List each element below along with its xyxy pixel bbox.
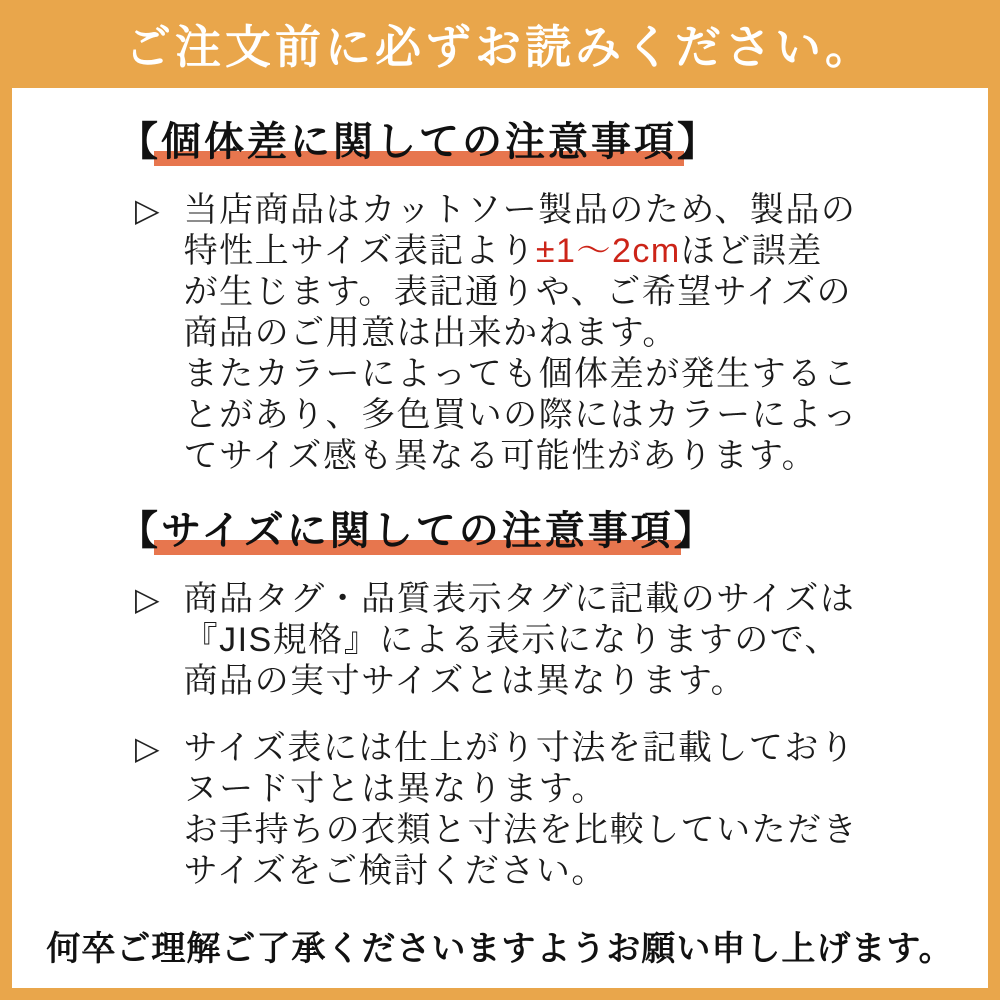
notice2-bullet1-text — [184, 579, 856, 702]
text-line: てサイズ感も異なる可能性があります。 — [183, 437, 818, 475]
red-emphasis-size-tolerance: ±1〜2cm — [535, 232, 681, 270]
text-line: が生じます。表記通りや、ご希望サイズの — [183, 273, 852, 311]
top-banner — [0, 0, 1000, 88]
text-line — [184, 231, 859, 272]
text-line: 商品の実寸サイズとは異なります。 — [183, 662, 747, 700]
notice1-bullet1 — [135, 190, 928, 477]
triangle-bullet-icon: ▷ — [135, 191, 160, 229]
top-banner-title: ご注文前に必ずお読みください。 — [125, 21, 875, 73]
text-line: 商品のご用意は出来かねます。 — [183, 314, 678, 352]
text-line: お手持ちの衣類と寸法を比較していただき — [183, 811, 859, 849]
notice2-bullet2-text — [184, 728, 859, 892]
text-line: 当店商品はカットソー製品のため、製品の — [183, 191, 857, 229]
notice1-bullet1-text — [184, 190, 859, 477]
notice2-bullet1 — [135, 579, 928, 702]
triangle-bullet-icon: ▷ — [135, 729, 160, 767]
footer-request-text: 何卒ご理解ご了承くださいますようお願い申し上げます。 — [46, 930, 954, 968]
heading-text: 【個体差に関しての注意事項】 — [118, 120, 720, 164]
text-line: サイズ表には仕上がり寸法を記載しており — [183, 729, 856, 767]
section-individual-difference-heading — [118, 118, 720, 166]
section-size-heading — [118, 507, 717, 555]
text-line: とがあり、多色買いの際にはカラーによっ — [183, 396, 859, 434]
line-segment: 特性上サイズ表記より — [183, 232, 536, 270]
triangle-bullet-icon: ▷ — [135, 580, 160, 618]
text-line: またカラーによっても個体差が発生するこ — [183, 355, 859, 393]
notice2-bullet2 — [135, 728, 928, 892]
text-line: 商品タグ・品質表示タグに記載のサイズは — [183, 580, 856, 618]
notice-content — [12, 88, 988, 988]
text-line: サイズをご検討ください。 — [183, 852, 607, 890]
text-line: 『JIS規格』による表示になりますので、 — [183, 621, 841, 659]
heading-text: 【サイズに関しての注意事項】 — [118, 509, 717, 553]
line-segment: ほど誤差 — [680, 232, 823, 270]
text-line: ヌード寸とは異なります。 — [183, 770, 607, 808]
